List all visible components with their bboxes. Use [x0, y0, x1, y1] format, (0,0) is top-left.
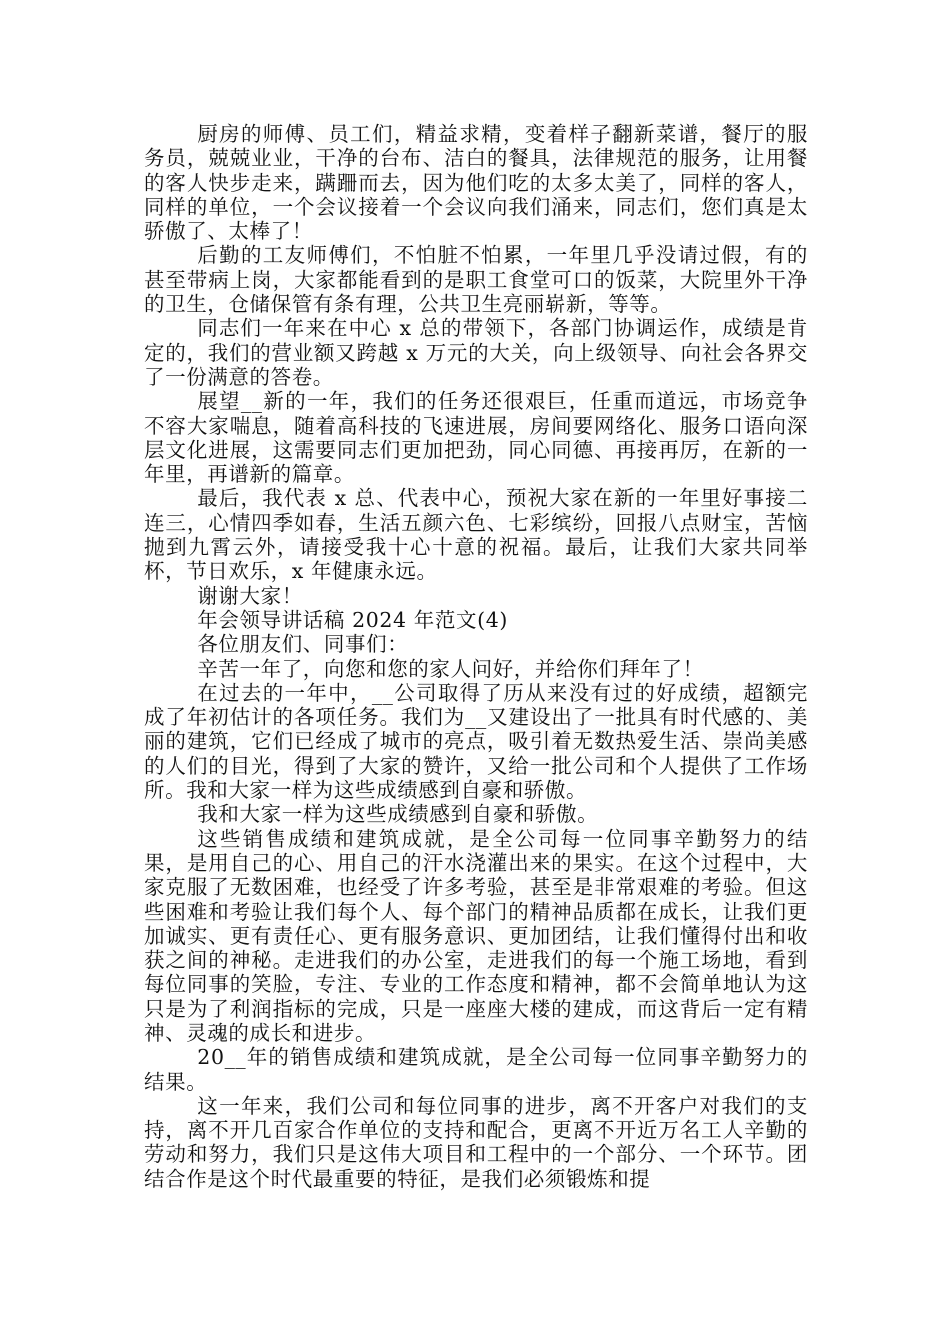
paragraph-logistics-staff: 后勤的工友师傅们，不怕脏不怕累，一年里几乎没请过假，有的甚至带病上岗，大家都能看到的是职工食堂可口的饭菜，大院里外干净的卫生，仓储保管有条有理，公共卫生亮丽崭新，等等。 — [144, 243, 808, 317]
paragraph-pride: 我和大家一样为这些成绩感到自豪和骄傲。 — [197, 802, 599, 827]
paragraph-greeting: 辛苦一年了，向您和您的家人问好，并给你们拜年了！ — [197, 656, 704, 681]
paragraph-kitchen-staff: 厨房的师傅、员工们，精益求精，变着样子翻新菜谱，餐厅的服务员，兢兢业业，干净的台布、洁白的餐具，法律规范的服务，让用餐的客人快步走来，蹒跚而去，因为他们吃的太多太美了，同样的客人，同样的单位，一个会议接着一个会议向我们涌来，同志们，您们真是太骄傲了、太棒了！ — [144, 122, 808, 244]
document-body — [144, 122, 808, 1191]
paragraph-closing-wishes: 最后，我代表 x 总、代表中心，预祝大家在新的一年里好事接二连三，心情四季如春，生活五颜六色、七彩缤纷，回报八点财宝，苦恼抛到九霄云外，请接受我十心十意的祝福。最后，让我们大家共同举杯，节日欢乐，x 年健康永远。 — [144, 486, 808, 584]
paragraph-achievements: 这些销售成绩和建筑成就，是全公司每一位同事辛勤努力的结果，是用自己的心、用自己的汗水浇灌出来的果实。在这个过程中，大家克服了无数困难，也经受了许多考验，甚至是非常艰难的考验。但这些困难和考验让我们每个人、每个部门的精神品质都在成长，让我们更加诚实、更有责任心、更有服务意识、更加团结，让我们懂得付出和收获之间的神秘。走进我们的办公室，走进我们的每一个施工场地，看到每位同事的笑脸，专注、专业的工作态度和精神，都不会简单地认为这只是为了利润指标的完成，只是一座座大楼的建成，而这背后一定有精神、灵魂的成长和进步。 — [144, 826, 808, 1045]
paragraph-sales-results: 20__年的销售成绩和建筑成就，是全公司每一位同事辛勤努力的结果。 — [144, 1045, 808, 1094]
paragraph-thanks: 谢谢大家！ — [197, 583, 303, 608]
salutation: 各位朋友们、同事们： — [197, 632, 409, 657]
paragraph-progress: 这一年来，我们公司和每位同事的进步，离不开客户对我们的支持，离不开几百家合作单位的支持和配合，更离不开近万名工人辛勤的劳动和努力，我们只是这伟大项目和工程中的一个部分、一个环节。团结合作是这个时代最重要的特征，是我们必须锻炼和提 — [144, 1093, 808, 1191]
section-heading: 年会领导讲话稿 2024 年范文(4) — [197, 607, 508, 632]
paragraph-past-year: 在过去的一年中，__公司取得了历从来没有过的好成绩，超额完成了年初估计的各项任务。我们为__又建设出了一批具有时代感的、美丽的建筑，它们已经成了城市的亮点，吸引着无数热爱生活、崇尚美感的人们的目光，得到了大家的赞许，又给一批公司和个人提供了工作场所。我和大家一样为这些成绩感到自豪和骄傲。 — [144, 680, 808, 803]
paragraph-year-results: 同志们一年来在中心 x 总的带领下，各部门协调运作，成绩是肯定的，我们的营业额又跨越 x 万元的大关，向上级领导、向社会各界交了一份满意的答卷。 — [144, 316, 808, 389]
paragraph-outlook: 展望__新的一年，我们的任务还很艰巨，任重而道远，市场竞争不容大家喘息，随着高科技的飞速进展，房间要网络化、服务口语向深层文化进展，这需要同志们更加把劲，同心同德、再接再厉，在新的一年里，再谱新的篇章。 — [144, 389, 808, 487]
